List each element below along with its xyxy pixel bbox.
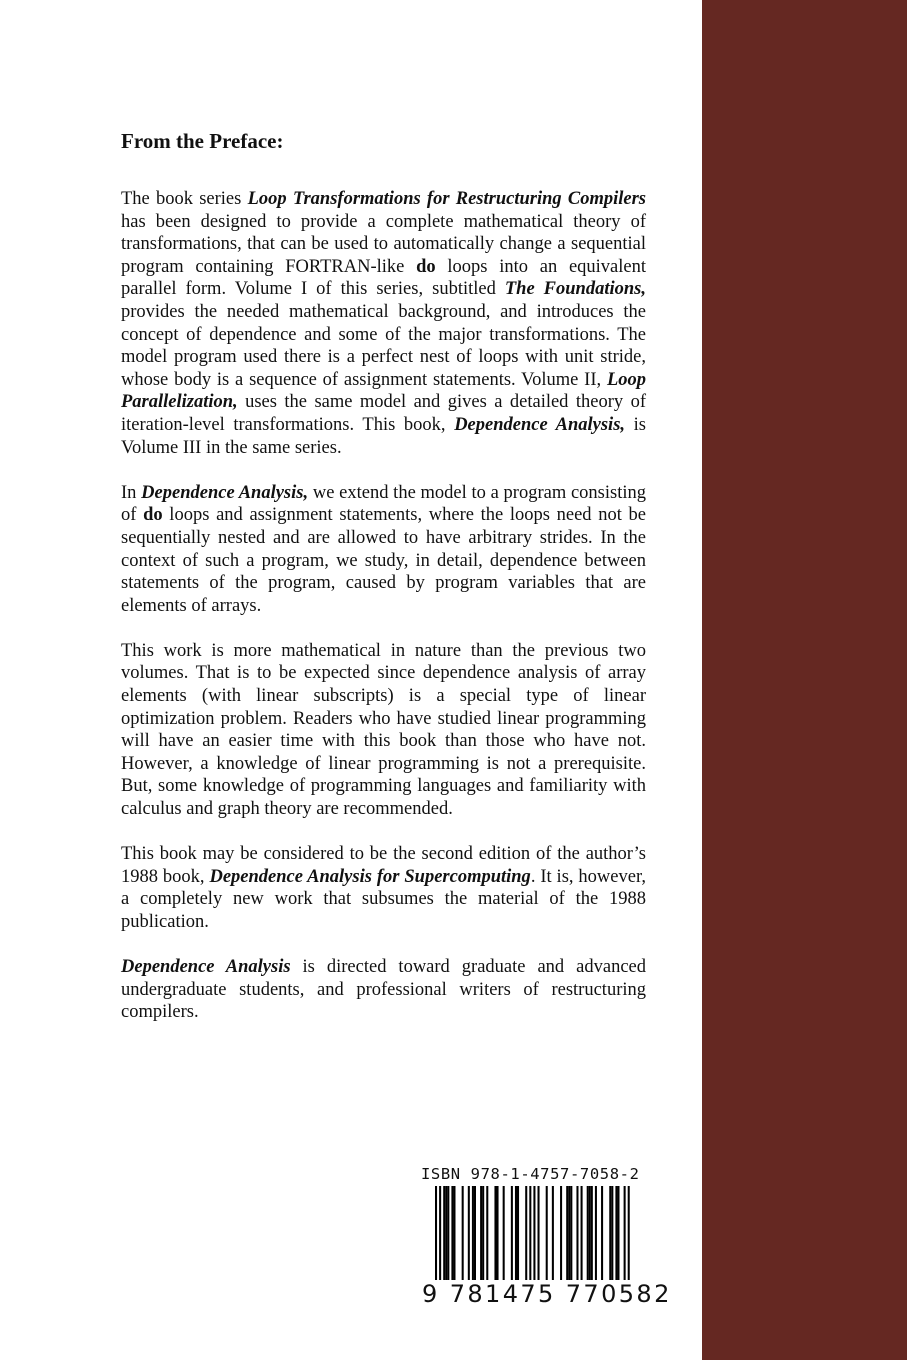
barcode-bar: [443, 1186, 445, 1294]
barcode-bar: [609, 1186, 611, 1294]
barcode-bar: [615, 1186, 617, 1294]
barcode-bar: [568, 1186, 570, 1294]
barcode-bar: [480, 1186, 482, 1294]
barcode-bar: [611, 1186, 613, 1294]
barcode-bar: [591, 1186, 593, 1294]
barcode-bar: [589, 1186, 591, 1294]
barcode-bar: [453, 1186, 455, 1294]
series-title: Loop Transformations for Restructuring Compilers: [247, 189, 646, 209]
volume-1-title: The Foundations,: [504, 279, 646, 300]
spine-band: [702, 0, 907, 1360]
barcode-bar: [595, 1186, 597, 1294]
barcode-bar: [601, 1186, 603, 1294]
barcode-bar: [511, 1186, 513, 1294]
barcode-bar: [445, 1186, 447, 1294]
barcode-bar: [472, 1186, 474, 1294]
isbn-barcode: [421, 1165, 672, 1308]
paragraph-1: The book series Loop Transformations for Restructuring Compilers has been designed to provide a complete mathematical theory of transformations, that can be used to automatically change a sequential program containing FORTRAN-like do loops into an equivalent parallel form. Volume I of this series, subtitled The Foundations, provides the needed mathematical background, and introduces the concept of dependence and some of the major transformations. The model program used there is a perfect nest of loops with unit stride, whose body is a sequence of assignment statements. Volume II, Loop Parallelization, uses the same model and gives a detailed theory of iteration-level transformations. This book, Dependence Analysis, is Volume III in the same series.: [121, 189, 647, 458]
barcode-bar: [517, 1186, 519, 1294]
barcode-bar: [538, 1186, 540, 1294]
paragraph-3: This work is more mathematical in nature than the previous two volumes. That is to be expected since dependence analysis of array elements (with linear subscripts) is a special type of linear optimization problem. Readers who have studied linear programming will have an easier time with this book than those who have not. However, a knowledge of linear programming is not a prerequisite. But, some knowledge of programming languages and familiarity with calculus and graph theory are recommended.: [121, 640, 646, 820]
barcode-bar: [474, 1186, 476, 1294]
barcode-bar: [525, 1186, 527, 1294]
paragraph-4: This book may be considered to be the second edition of the author’s 1988 book, Dependence Analysis for Supercomputing. It is, however, a completely new work that subsumes the material of the 1988 publication.: [121, 844, 647, 932]
barcode-bar: [482, 1186, 484, 1294]
barcode-bar: [552, 1186, 554, 1294]
barcode-bar: [617, 1186, 619, 1294]
barcode-bar: [587, 1186, 589, 1294]
barcode-bar: [462, 1186, 464, 1294]
barcode-bar: [566, 1186, 568, 1294]
barcode-bar: [581, 1186, 583, 1294]
paragraph-2: In Dependence Analysis, we extend the model to a program consisting of do loops and assignment statements, where the loops need not be sequentially nested and are allowed to have arbitrary strides. In the context of such a program, we study, in detail, dependence between statements of the program, caused by program variables that are elements of arrays.: [121, 482, 646, 616]
paragraph-5: Dependence Analysis is directed toward graduate and advanced undergraduate students, and professional writers of restructuring compilers.: [121, 957, 646, 1023]
preface-heading: From the Preface:: [121, 129, 284, 153]
isbn-label: ISBN 978-1-4757-7058-2: [421, 1165, 640, 1183]
volume-2-title: Loop Parallelization,: [121, 369, 646, 413]
barcode-bar: [494, 1186, 496, 1294]
ean-digits: 9 781475 770582: [422, 1280, 672, 1308]
barcode-bar: [560, 1186, 562, 1294]
preface-text: [121, 128, 646, 1047]
barcode-bar: [451, 1186, 453, 1294]
volume-3-title: Dependence Analysis,: [454, 414, 626, 435]
barcode-bar: [503, 1186, 505, 1294]
barcode-bar: [546, 1186, 548, 1294]
barcode-bar: [576, 1186, 578, 1294]
barcode-bar: [486, 1186, 488, 1294]
barcode-bar: [468, 1186, 470, 1294]
barcode-bar: [447, 1186, 449, 1294]
barcode-bar: [515, 1186, 517, 1294]
barcode-bar: [570, 1186, 572, 1294]
barcode-bar: [497, 1186, 499, 1294]
